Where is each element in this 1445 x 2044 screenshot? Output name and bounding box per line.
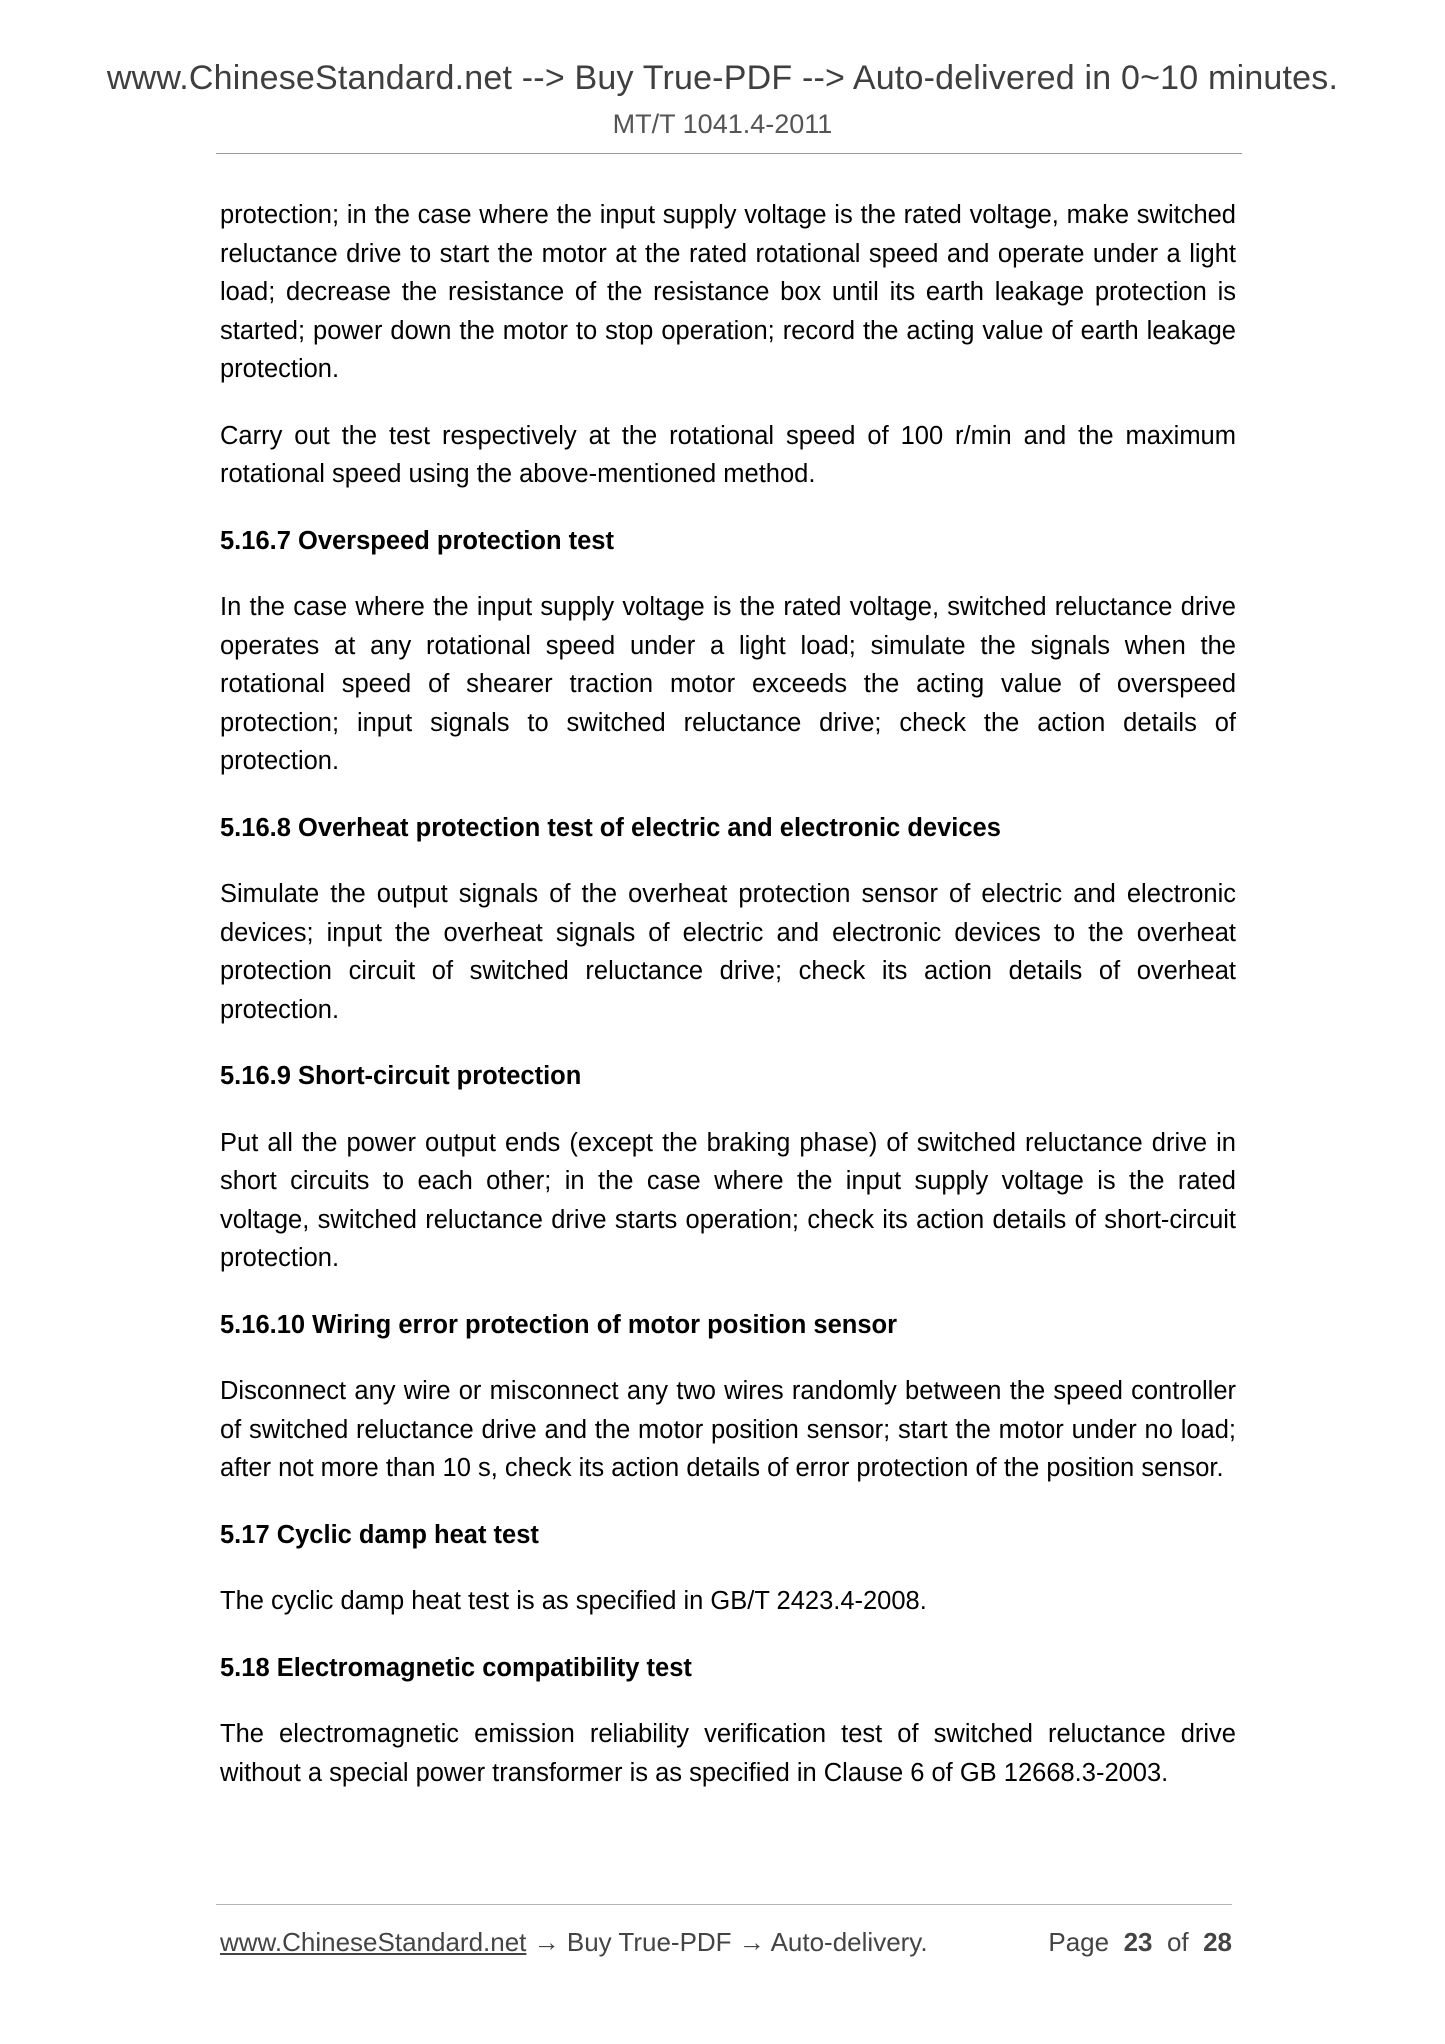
footer-divider [216,1904,1232,1905]
heading-5-16-7: 5.16.7 Overspeed protection test [220,526,614,555]
current-page: 23 [1123,1927,1153,1957]
footer-site-link[interactable]: www.ChineseStandard.net [220,1927,527,1957]
document-body [220,196,1236,1820]
paragraph-damp-heat: The cyclic damp heat test is as specified in GB/T 2423.4-2008. [220,1587,927,1615]
header-divider [216,153,1242,154]
paragraph-wiring-error: Disconnect any wire or misconnect any two wires randomly between the speed controller of switched reluctance drive and the motor position sensor; start the motor under no load; after not more than 10 s, check its action details of error protection of the position sensor. [220,1377,1236,1482]
document-number: MT/T 1041.4-2011 [612,109,833,139]
header-banner: www.ChineseStandard.net --> Buy True-PDF --> Auto-delivered in 0~10 minutes. [106,59,1339,97]
heading-5-16-10: 5.16.10 Wiring error protection of motor position sensor [220,1310,898,1339]
page-number [1048,1924,1232,1960]
page-header [0,56,1445,142]
paragraph-overheat: Simulate the output signals of the overheat protection sensor of electric and electronic devices; input the overheat signals of electric and electronic devices to the overheat protection circuit of switched reluctance drive; check its action details of overheat protection. [220,880,1236,1024]
paragraph-emc: The electromagnetic emission reliability verification test of switched reluctance drive without a special power transformer is as specified in Clause 6 of GB 12668.3-2003. [220,1720,1236,1787]
paragraph-earth-leakage-continued: protection; in the case where the input supply voltage is the rated voltage, make switched reluctance drive to start the motor at the rated rotational speed and operate under a light load; decrease the resistance of the resistance box until its earth leakage protection is started; power down the motor to stop operation; record the acting value of earth leakage protection. [220,201,1236,383]
page-label: Page [1048,1927,1110,1957]
heading-5-16-8: 5.16.8 Overheat protection test of electric and electronic devices [220,813,1001,842]
footer-left [220,1924,928,1960]
paragraph-short-circuit: Put all the power output ends (except the braking phase) of switched reluctance drive in short circuits to each other; in the case where the input supply voltage is the rated voltage, switched reluctance drive starts operation; check its action details of short-circuit protection. [220,1128,1236,1272]
page-footer [220,1924,1232,1960]
heading-5-17: 5.17 Cyclic damp heat test [220,1520,539,1549]
footer-tagline: → Buy True-PDF → Auto-delivery. [526,1927,928,1957]
heading-5-18: 5.18 Electromagnetic compatibility test [220,1653,692,1682]
heading-5-16-9: 5.16.9 Short-circuit protection [220,1062,582,1090]
of-label: of [1166,1927,1189,1957]
paragraph-overspeed: In the case where the input supply voltage is the rated voltage, switched reluctance drive operates at any rotational speed under a light load; simulate the signals when the rotational speed of shearer traction motor exceeds the acting value of overspeed protection; input signals to switched reluctance drive; check the action details of protection. [220,593,1236,775]
total-pages: 28 [1203,1927,1232,1957]
paragraph-test-speeds: Carry out the test respectively at the rotational speed of 100 r/min and the maximum rotational speed using the above-mentioned method. [220,421,1236,488]
